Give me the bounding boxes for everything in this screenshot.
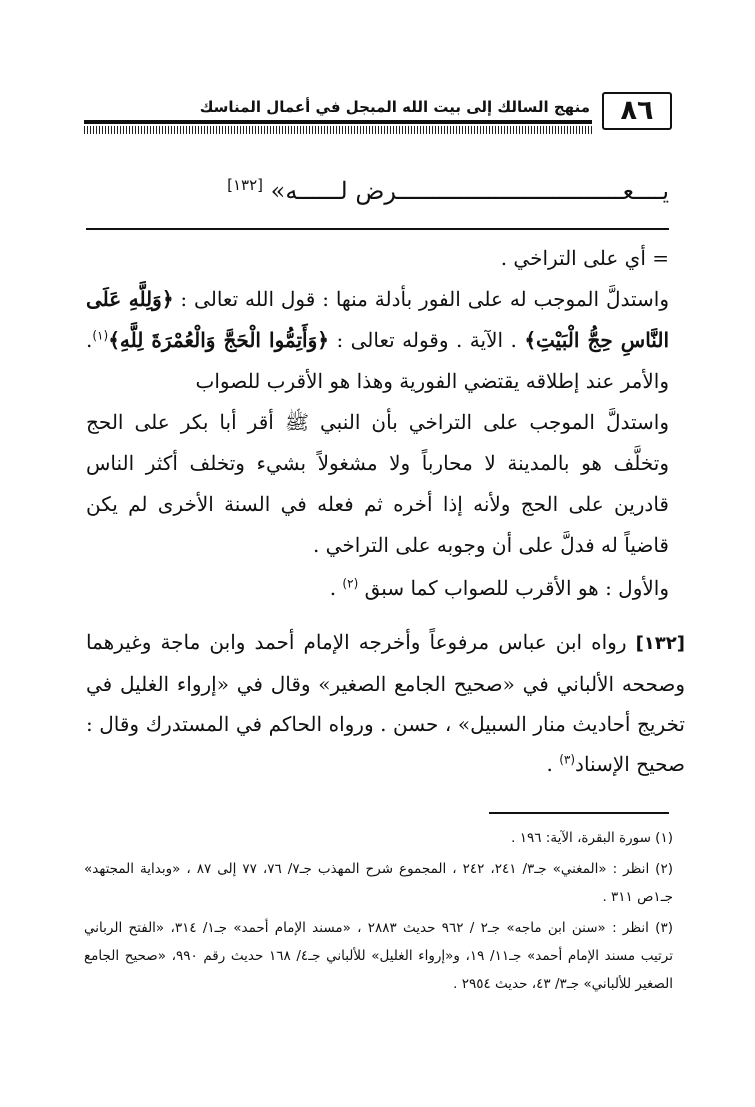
p4-text: والأول : هو الأقرب للصواب كما سبق: [364, 576, 669, 600]
footnote-2: (٢) انظر : «المغني» جـ٣/ ٢٤١، ٢٤٢ ، المجموع شرح المهذب جـ٧/ ٧٦، ٧٧ إلى ٨٧ ، «وبداية المجتهد» جـ١ص ٣١١ .: [84, 861, 673, 905]
running-title: منهج السالك إلى بيت الله المبجل في أعمال المناسك: [199, 98, 590, 116]
main-text: [86, 238, 669, 609]
footnote-1: (١) سورة البقرة، الآية: ١٩٦ .: [511, 830, 673, 846]
footnote-rule: [489, 812, 669, 814]
quran-verse-2: ﴿وَأَتِمُّوا الْحَجَّ وَالْعُمْرَةَ لِلَّهِ﴾: [108, 328, 329, 352]
p4-end: .: [329, 576, 343, 600]
item-heading: [227, 176, 669, 205]
p2-text-b: . الآية . وقوله تعالى :: [328, 328, 525, 352]
takhrij-paragraph: [86, 622, 685, 784]
quran-verse-1: ﴿وَلِلَّهِ عَلَى النَّاسِ حِجُّ الْبَيْتِ﴾: [86, 287, 669, 352]
item-heading-text: يــــعــــــــــــــــــــــــــــــــرض لــــــه»: [270, 177, 669, 205]
paragraph-1: = أي على التراخي .: [500, 246, 669, 270]
page-number: ٨٦: [602, 92, 672, 130]
paragraph-2: [86, 279, 669, 402]
page-header: [72, 88, 672, 138]
p2-text-c: . والأمر عند إطلاقه يقتضي الفورية وهذا هو الأقرب للصواب: [86, 328, 669, 393]
header-rule: [84, 120, 592, 124]
footnote-ref-3: (٣): [559, 752, 576, 767]
item-ref: [١٣٢]: [227, 176, 264, 194]
header-hatch-rule: [84, 126, 592, 134]
footnotes: [84, 824, 673, 1001]
footnote-ref-1: (١): [92, 328, 109, 343]
p2-text-a: واستدلَّ الموجب له على الفور بأدلة منها : قول الله تعالى :: [173, 287, 669, 311]
paragraph-4: [86, 568, 669, 609]
takhrij-label: [١٣٢]: [635, 633, 685, 654]
paragraph-3: واستدلَّ الموجب على التراخي بأن النبي ﷺ أقر أبا بكر على الحج وتخلَّف هو بالمدينة لا محارباً ولا مشغولاً بشيء وتخلف أكثر الناس قادرين على الحج ولأنه إذا أخره ثم فعله في السنة الأخرى لم يكن قاضياً له فدلَّ على أن وجوبه على التراخي .: [86, 410, 669, 557]
heading-rule: [86, 228, 669, 230]
footnote-ref-2: (٢): [342, 576, 359, 591]
hadith-takhrij: [86, 622, 685, 784]
footnote-3: (٣) انظر : «سنن ابن ماجه» جـ٢ / ٩٦٢ حديث ٢٨٨٣ ، «مسند الإمام أحمد» جـ١/ ٣١٤، «الفتح الرباني ترتيب مسند الإمام أحمد» جـ١١/ ١٩، و«إرواء الغليل» للألباني جـ٤/ ١٦٨ حديث رقم ٩٩٠، «صحيح الجامع الصغير للألباني» جـ٣/ ٤٣، حديث ٢٩٥٤ .: [84, 920, 674, 992]
takhrij-end: .: [546, 752, 560, 776]
takhrij-text: رواه ابن عباس مرفوعاً وأخرجه الإمام أحمد وابن ماجة وغيرهما وصححه الألباني في «صحيح الجامع الصغير» وقال في «إرواء الغليل في تخريج أحاديث منار السبيل» ، حسن . ورواه الحاكم في المستدرك وقال : صحيح الإسناد: [86, 630, 685, 776]
